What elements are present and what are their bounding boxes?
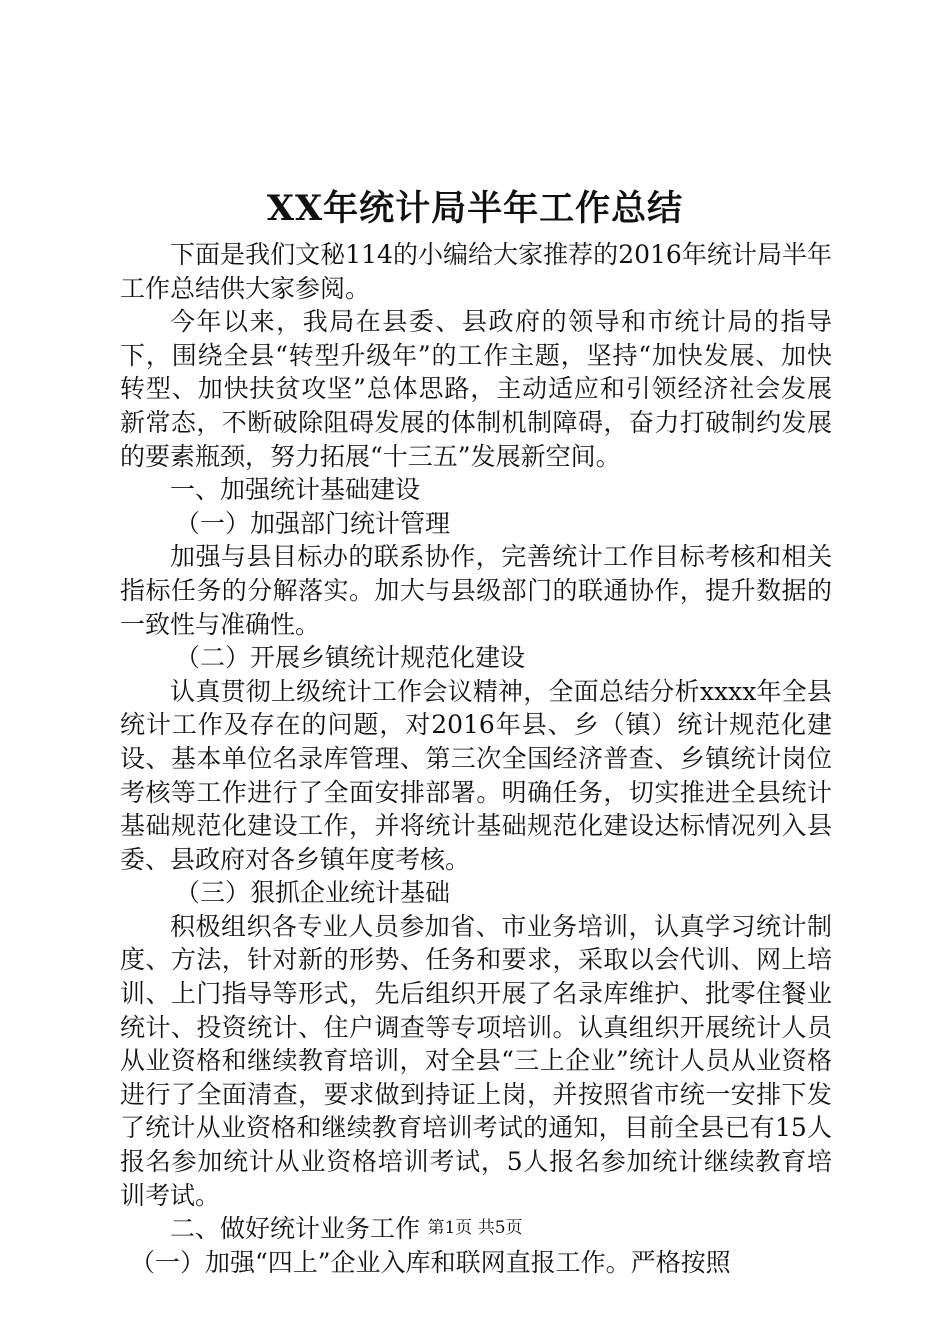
subsection-heading-1-2: （二）开展乡镇统计规范化建设 — [175, 643, 526, 673]
subsection-heading-2-1: （一）加强“四上”企业入库和联网直报工作。严格按照 — [130, 1247, 731, 1277]
page-number-footer: 第1页 共5页 — [427, 1218, 523, 1238]
body-paragraph: 积极组织各专业人员参加省、市业务培训，认真学习统计制度、方法，针对新的形势、任务和要求，采取以会代训、网上培训、上门指导等形式，先后组织开展了名录库维护、批零住餐业统计、投资统计、住户调查等专项培训。认真组织开展统计人员从业资格和继续教育培训，对全县“三上企业”统计人员从业资格进行了全面清查，要求做到持证上岗，并按照省市统一安排下发了统计从业资格和继续教育培训考试的通知，目前全县已有15人报名参加统计从业资格培训考试，5人报名参加统计继续教育培训考试。 — [120, 911, 832, 1210]
body-paragraph: 加强与县目标办的联系协作，完善统计工作目标考核和相关指标任务的分解落实。加大与县级部门的联通协作，提升数据的一致性与准确性。 — [120, 542, 832, 639]
overview-paragraph: 今年以来，我局在县委、县政府的领导和市统计局的指导下，围绕全县“转型升级年”的工作主题，坚持“加快发展、加快转型、加快扶贫攻坚”总体思路，主动适应和引领经济社会发展新常态，不断破除阻碍发展的体制机制障碍，奋力打破制约发展的要素瓶颈，努力拓展“十三五”发展新空间。 — [120, 307, 832, 471]
subsection-heading-1-1: （一）加强部门统计管理 — [175, 508, 451, 538]
body-paragraph: 认真贯彻上级统计工作会议精神，全面总结分析xxxx年全县统计工作及存在的问题，对2016年县、乡（镇）统计规范化建设、基本单位名录库管理、第三次全国经济普查、乡镇统计岗位考核等工作进行了全面安排部署。明确任务，切实推进全县统计基础规范化建设工作，并将统计基础规范化建设达标情况列入县委、县政府对各乡镇年度考核。 — [120, 676, 832, 874]
subsection-heading-1-3: （三）狠抓企业统计基础 — [175, 878, 451, 908]
intro-paragraph: 下面是我们文秘114的小编给大家推荐的2016年统计局半年工作总结供大家参阅。 — [120, 240, 832, 303]
section-heading-1: 一、加强统计基础建设 — [170, 475, 421, 505]
document-body — [120, 238, 832, 1279]
section-heading-2: 二、做好统计业务工作 — [170, 1214, 421, 1244]
document-title: XX年统计局半年工作总结 — [266, 188, 684, 229]
